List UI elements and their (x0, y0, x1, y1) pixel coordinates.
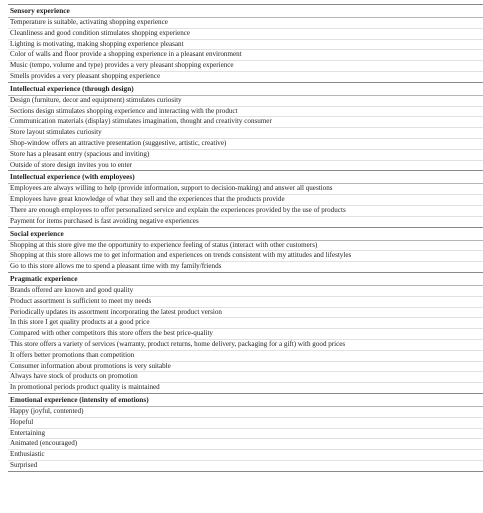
section-header: Intellectual experience (with employees) (8, 170, 483, 184)
table-section (8, 393, 483, 471)
table-row: Temperature is suitable, activating shopping experience (8, 18, 483, 29)
table-row: Shopping at this store give me the opportunity to experience feeling of status (interact with other customers) (8, 241, 483, 252)
table-row: It offers better promotions than competition (8, 351, 483, 362)
table-row: Shop-window offers an attractive presentation (suggestive, artistic, creative) (8, 139, 483, 150)
table-row: Color of walls and floor provide a shopping experience in a pleasant environment (8, 50, 483, 61)
table-row: Store has a pleasant entry (spacious and inviting) (8, 150, 483, 161)
table-section (8, 170, 483, 226)
table-row: Happy (joyful, contented) (8, 407, 483, 418)
table-row: Entertaining (8, 429, 483, 440)
table-section (8, 82, 483, 171)
table-row: Enthusiastic (8, 450, 483, 461)
experience-table (8, 4, 483, 472)
table-row: Periodically updates its assortment incorporating the latest product version (8, 308, 483, 319)
table-row: Cleanliness and good condition stimulates shopping experience (8, 29, 483, 40)
table-row: Outside of store design invites you to enter (10, 160, 132, 169)
table-row: Store layout stimulates curiosity (8, 128, 483, 139)
table-section (8, 272, 483, 393)
table-row: Animated (encouraged) (8, 439, 483, 450)
table-row: Compared with other competitors this store offers the best price-quality (8, 329, 483, 340)
table-row: This store offers a variety of services (warranty, product returns, home delivery, packaging for a gift) with good prices (8, 340, 483, 351)
table-row: Surprised (10, 460, 38, 469)
section-header: Sensory experience (8, 5, 483, 18)
table-row: Sections design stimulates shopping experience and interacting with the product (8, 107, 483, 118)
table-row: Employees have great knowledge of what they sell and the experiences that the products provide (8, 195, 483, 206)
table-row: In this store I get quality products at a good price (8, 318, 483, 329)
table-row: Go to this store allows me to spend a pleasant time with my family/friends (10, 262, 222, 271)
table-row: Music (tempo, volume and type) provides a very pleasant shopping experience (8, 61, 483, 72)
table-row: Consumer information about promotions is very suitable (8, 362, 483, 373)
section-header: Emotional experience (intensity of emotions) (8, 393, 483, 407)
table-row: Communication materials (display) stimulates imagination, thought and creativity consumer (8, 117, 483, 128)
table-row: In promotional periods product quality is maintained (10, 383, 160, 392)
table-row: Brands offered are known and good quality (8, 286, 483, 297)
table-row: Shopping at this store allows me to get information and experiences on trends consistent with my attitudes and lifestyles (8, 251, 483, 262)
table-row: Design (furniture, decor and equipment) stimulates curiosity (8, 96, 483, 107)
table-row: Payment for items purchased is fast avoiding negative experiences (10, 216, 199, 225)
table-section (8, 227, 483, 272)
table-row: Hopeful (8, 418, 483, 429)
section-header: Intellectual experience (through design) (8, 82, 483, 96)
section-header: Pragmatic experience (8, 272, 483, 286)
table-row: Lighting is motivating, making shopping experience pleasant (8, 40, 483, 51)
section-header: Social experience (8, 227, 483, 241)
table-row: Smells provides a very pleasant shopping experience (10, 71, 161, 80)
table-row: Employees are always willing to help (provide information, support to decision-making) and answer all questions (8, 184, 483, 195)
table-row: There are enough employees to offer personalized service and explain the experiences provided by the use of products (8, 206, 483, 217)
table-section (8, 5, 483, 82)
table-row: Product assortment is sufficient to meet my needs (8, 297, 483, 308)
table-row: Always have stock of products on promotion (8, 372, 483, 383)
